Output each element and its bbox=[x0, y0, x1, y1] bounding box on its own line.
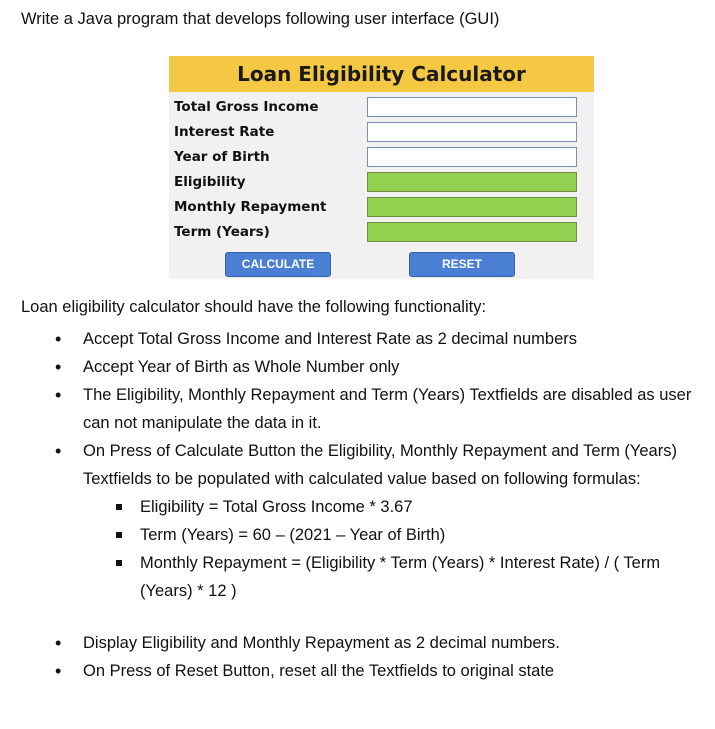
question-intro: Write a Java program that develops following user interface (GUI) bbox=[21, 10, 500, 28]
row-monthly-repayment bbox=[169, 196, 594, 219]
reset-button[interactable]: RESET bbox=[409, 252, 515, 277]
list-item: • Accept Year of Birth as Whole Number only bbox=[0, 353, 698, 381]
label-year-of-birth: Year of Birth bbox=[174, 149, 270, 165]
total-gross-income-field[interactable] bbox=[367, 97, 577, 117]
label-monthly-repayment: Monthly Repayment bbox=[174, 199, 327, 215]
row-eligibility bbox=[169, 171, 594, 194]
eligibility-field bbox=[367, 172, 577, 192]
formula-item: Eligibility = Total Gross Income * 3.67 bbox=[83, 493, 698, 521]
label-interest-rate: Interest Rate bbox=[174, 124, 275, 140]
row-interest-rate bbox=[169, 121, 594, 144]
row-year-of-birth bbox=[169, 146, 594, 169]
list-item: • The Eligibility, Monthly Repayment and Term (Years) Textfields are disabled as user can not manipulate the data in it. bbox=[0, 381, 698, 437]
formula-item: Term (Years) = 60 – (2021 – Year of Birth) bbox=[83, 521, 698, 549]
formula-list bbox=[83, 493, 698, 605]
gui-mockup bbox=[169, 56, 594, 279]
label-term-years: Term (Years) bbox=[174, 224, 270, 240]
formula-item: Monthly Repayment = (Eligibility * Term (Years) * Interest Rate) / ( Term (Years) * 12 ) bbox=[83, 549, 698, 605]
list-item: • Display Eligibility and Monthly Repayment as 2 decimal numbers. bbox=[0, 629, 698, 657]
list-item bbox=[0, 437, 698, 629]
list-item: • Accept Total Gross Income and Interest Rate as 2 decimal numbers bbox=[0, 325, 698, 353]
list-item: • On Press of Reset Button, reset all the Textfields to original state bbox=[0, 657, 698, 685]
functionality-list bbox=[0, 325, 715, 685]
functionality-intro: Loan eligibility calculator should have the following functionality: bbox=[21, 298, 487, 316]
row-total-gross-income bbox=[169, 96, 594, 119]
label-total-gross-income: Total Gross Income bbox=[174, 99, 319, 115]
interest-rate-field[interactable] bbox=[367, 122, 577, 142]
calculate-button[interactable]: CALCULATE bbox=[225, 252, 331, 277]
gui-title: Loan Eligibility Calculator bbox=[169, 56, 594, 92]
term-years-field bbox=[367, 222, 577, 242]
label-eligibility: Eligibility bbox=[174, 174, 246, 190]
calculate-bullet-text: On Press of Calculate Button the Eligibility, Monthly Repayment and Term (Years) Textfields to be populated with calculated value based on following formulas: bbox=[83, 442, 677, 488]
year-of-birth-field[interactable] bbox=[367, 147, 577, 167]
monthly-repayment-field bbox=[367, 197, 577, 217]
row-term-years bbox=[169, 221, 594, 244]
